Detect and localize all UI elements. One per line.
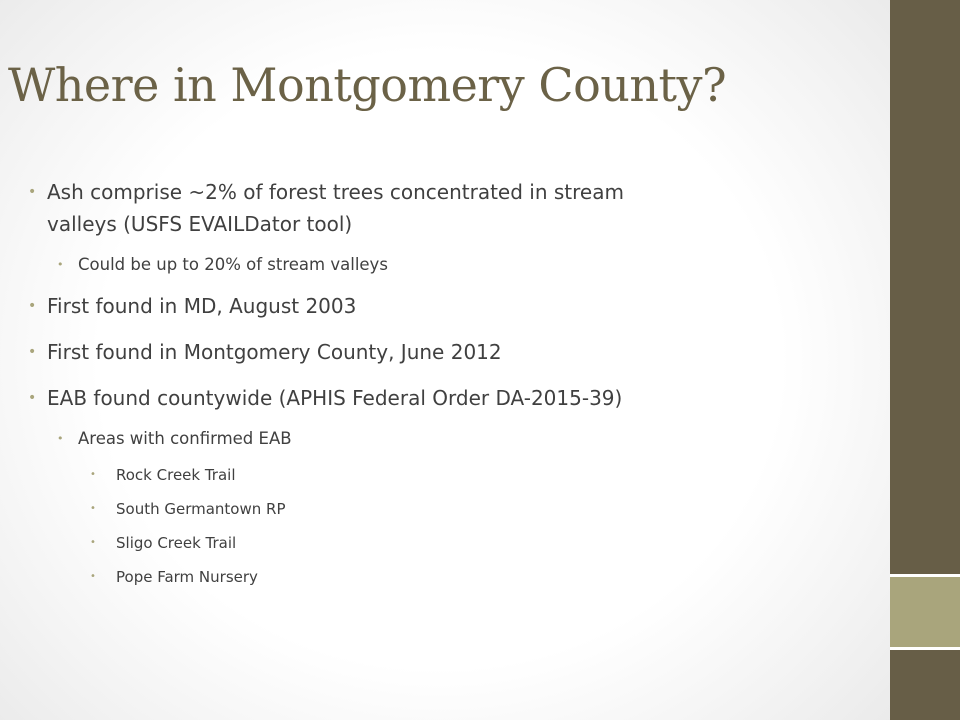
bullet-dot-icon: • — [57, 258, 64, 271]
bullet-text-line-2: valleys (USFS EVAILDator tool) — [47, 212, 353, 236]
bullet-ash-comprise — [28, 176, 878, 240]
bullet-text: Pope Farm Nursery — [116, 568, 258, 586]
bullet-sligo-creek — [28, 532, 878, 554]
bullet-text-line-1: Ash comprise ~2% of forest trees concentrated in stream — [47, 180, 624, 204]
bullet-text: First found in Montgomery County, June 2012 — [47, 340, 502, 364]
side-bar-accent — [890, 577, 960, 647]
bullet-text: Sligo Creek Trail — [116, 534, 237, 552]
bullet-dot-icon: • — [28, 184, 37, 200]
bullet-text: South Germantown RP — [116, 500, 286, 518]
bullet-dot-icon: • — [28, 298, 37, 314]
slide-title: Where in Montgomery County? — [8, 58, 727, 112]
bullet-text: Rock Creek Trail — [116, 466, 236, 484]
bullet-rock-creek — [28, 464, 878, 486]
bullet-dot-icon: • — [90, 469, 96, 480]
bullet-text: EAB found countywide (APHIS Federal Order DA-2015-39) — [47, 386, 623, 410]
bullet-stream-valleys — [28, 254, 878, 276]
bullet-first-found-county — [28, 336, 878, 368]
bullet-dot-icon: • — [57, 432, 64, 445]
bullet-dot-icon: • — [90, 571, 96, 582]
bullet-south-germantown — [28, 498, 878, 520]
bullet-first-found-md — [28, 290, 878, 322]
bullet-pope-farm — [28, 566, 878, 588]
bullet-dot-icon: • — [90, 503, 96, 514]
bullet-dot-icon: • — [90, 537, 96, 548]
bullet-dot-icon: • — [28, 344, 37, 360]
bullet-text: Areas with confirmed EAB — [78, 429, 292, 448]
bullet-list — [28, 176, 878, 600]
bullet-text: Could be up to 20% of stream valleys — [78, 255, 388, 274]
side-bar-divider-bottom — [890, 647, 960, 650]
bullet-text: First found in MD, August 2003 — [47, 294, 357, 318]
bullet-eab-countywide — [28, 382, 878, 414]
bullet-dot-icon: • — [28, 390, 37, 406]
bullet-areas-confirmed — [28, 428, 878, 450]
